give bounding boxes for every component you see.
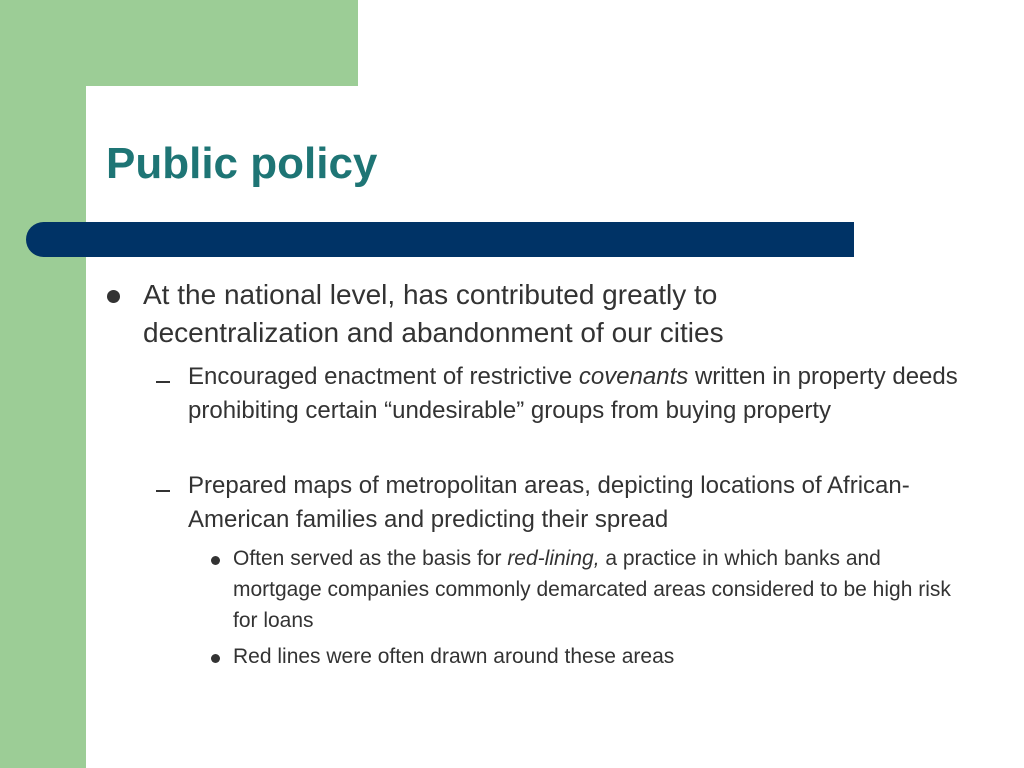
bullet-text: At the national level, has contributed greatly to decentralization and abandonment of our cities: [143, 279, 724, 348]
bullet-dot-icon: [107, 290, 120, 303]
subsub-item-red-lines: [233, 641, 953, 672]
sub-item-maps: [188, 469, 958, 537]
subsub-item-text: Red lines were often drawn around these areas: [233, 645, 675, 668]
sub-item-covenants: [188, 360, 958, 428]
slide-title: Public policy: [106, 139, 378, 188]
emphasis-red-lining: red-lining,: [507, 547, 600, 570]
sub-item-text-start: Encouraged enactment of restrictive: [188, 363, 579, 390]
dash-icon: [156, 490, 170, 492]
small-bullet-dot-icon: [211, 654, 220, 663]
subsub-item-text-start: Often served as the basis for: [233, 547, 508, 570]
bullet-item-national-level: [143, 276, 903, 352]
subsub-item-text-end: a practice in which banks and mortgage companies commonly demarcated areas considered to be high risk for loans: [233, 547, 951, 632]
dash-icon: [156, 381, 170, 383]
subsub-item-red-lining: [233, 543, 953, 636]
sub-item-text-end: written in property deeds prohibiting certain “undesirable” groups from buying property: [188, 363, 958, 424]
small-bullet-dot-icon: [211, 556, 220, 565]
sub-item-text: Prepared maps of metropolitan areas, depicting locations of African- American families and predicting their spread: [188, 472, 910, 533]
emphasis-covenants: covenants: [578, 363, 689, 390]
